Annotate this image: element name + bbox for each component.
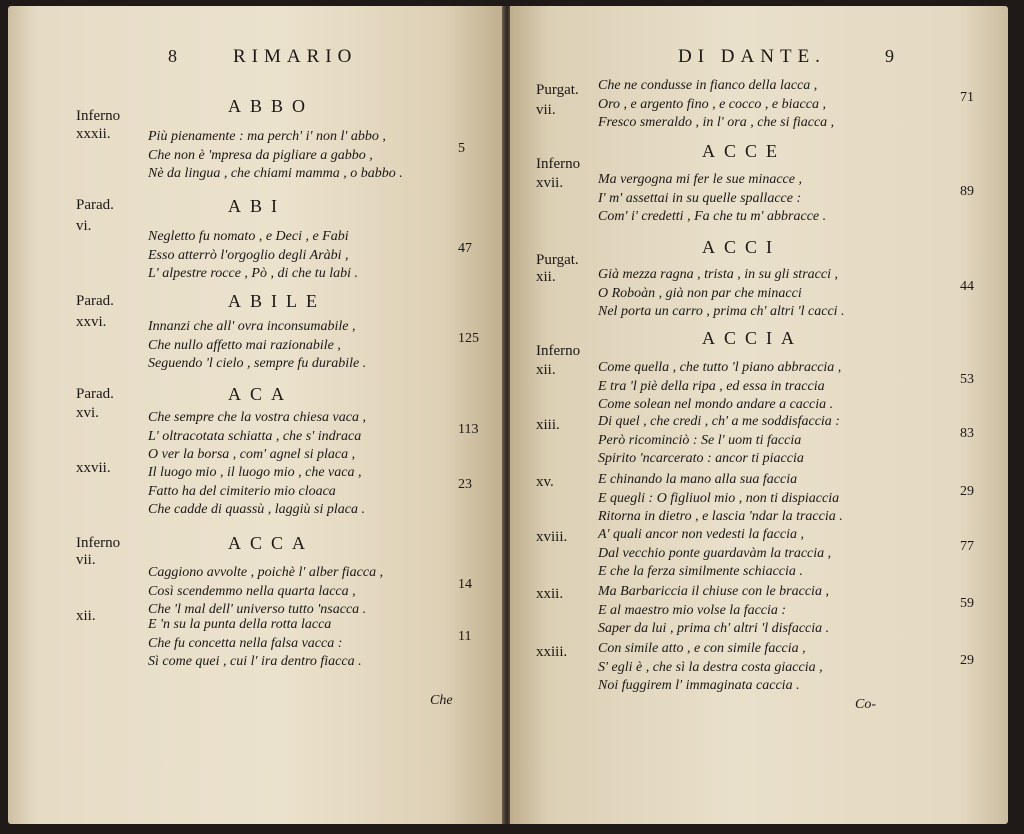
page-number: 8 [168,46,177,66]
rhyme-heading: ACCE [702,141,787,161]
verse-line: Che 'l mal dell' universo tutto 'nsacca . [148,602,367,617]
verse-line: Ma Barbariccia il chiuse con le braccia , [598,584,829,599]
verse-line: Spirito 'ncarcerato : ancor ti piaccia [598,451,804,466]
verse-line: A' quali ancor non vedesti la faccia , [598,527,804,542]
rhyme-heading: ACA [228,384,294,404]
catchword: Che [430,693,453,708]
canto-number: xii. [536,269,556,285]
line-number: 77 [960,539,974,554]
verse-line: Seguendo 'l cielo , sempre fu durabile . [148,356,367,371]
cantica-label: Inferno [536,156,581,172]
canto-number: xvii. [536,175,564,191]
page-number: 9 [885,46,894,66]
line-number: 23 [458,477,472,492]
canto-number: xii. [536,362,556,378]
catchword: Co- [855,697,876,712]
verse-line: Dal vecchio ponte guardavàm la traccia , [598,545,832,561]
cantica-label: Inferno [76,108,121,124]
canto-number: xxii. [536,586,564,602]
verse-line: L' alpestre rocce , Pò , di che tu labi . [148,266,358,281]
canto-number: xxxii. [76,126,111,142]
line-number: 29 [960,653,974,668]
cantica-label: Parad. [76,386,114,402]
rhyme-heading: ABI [228,196,286,216]
canto-number: xviii. [536,529,568,545]
verse-line: Ma vergogna mi fer le sue minacce , [598,172,802,187]
verse-line: Com' i' credetti , Fa che tu m' abbracce . [598,209,827,224]
verse-line: Di quel , che credi , ch' a me soddisfaccia : [598,414,840,429]
canto-number: xiii. [536,417,560,433]
verse-line: Che cadde di quassù , laggiù si placa . [148,502,365,517]
verse-line: E quegli : O figliuol mio , non ti dispiaccia [598,490,840,506]
verse-line: Che nullo affetto mai razionabile , [148,337,341,353]
verse-line: Nè da lingua , che chiami mamma , o babbo . [148,166,403,181]
verse-line: Però ricominciò : Se l' uom ti faccia [598,432,802,448]
line-number: 5 [458,141,465,156]
rhyme-heading: ACCA [228,533,315,553]
verse-line: Che sempre che la vostra chiesa vaca , [148,410,366,425]
canto-number: xxvi. [76,314,107,330]
verse-line: Il luogo mio , il luogo mio , che vaca , [148,465,362,480]
canto-number: xxvii. [76,460,111,476]
verse-line: E che la ferza similmente schiaccia . [598,564,803,579]
cantica-label: Purgat. [536,252,579,268]
cantica-label: Purgat. [536,82,579,98]
verse-line: Innanzi che all' ovra inconsumabile , [148,319,356,334]
verse-line: Con simile atto , e con simile faccia , [598,641,806,656]
verse-line: Più pienamente : ma perch' i' non l' abbo , [148,129,386,144]
verse-line: Che ne condusse in fianco della lacca , [598,78,818,93]
line-number: 47 [458,241,472,256]
verse-line: E chinando la mano alla sua faccia [598,472,798,487]
verse-line: Fresco smeraldo , in l' ora , che si fiacca , [598,115,835,130]
line-number: 71 [960,90,974,105]
verse-line: I' m' assettai in su quelle spallacce : [598,190,802,206]
running-head: DI DANTE. [678,46,826,67]
line-number: 14 [458,577,472,592]
canto-number: vi. [76,218,92,234]
verse-line: Oro , e argento fino , e cocco , e biacca , [598,96,826,112]
verse-line: Noi fuggirem l' immaginata caccia . [598,678,800,693]
left-page [8,6,504,824]
line-number: 125 [458,331,479,346]
cantica-label: Inferno [76,535,121,551]
line-number: 59 [960,596,974,611]
verse-line: Nel porta un carro , prima ch' altri 'l cacci . [598,304,845,319]
verse-line: Ritorna in dietro , e lascia 'ndar la traccia . [598,509,843,524]
line-number: 113 [458,422,479,437]
verse-line: Come quella , che tutto 'l piano abbraccia , [598,360,842,375]
verse-line: E tra 'l piè della ripa , ed essa in traccia [598,378,825,394]
verse-line: Che non è 'mpresa da pigliare a gabbo , [148,147,373,163]
running-head: RIMARIO [233,46,358,67]
verse-line: L' oltracotata schiatta , che s' indraca [148,428,362,444]
line-number: 83 [960,426,974,441]
rhyme-heading: ABILE [228,291,326,311]
cantica-label: Parad. [76,197,114,213]
verse-line: Così scendemmo nella quarta lacca , [148,583,356,599]
rhyme-heading: ACCIA [702,328,804,348]
canto-number: xxiii. [536,644,568,660]
verse-line: Saper da lui , prima ch' altri 'l disfaccia . [598,621,830,636]
verse-line: O ver la borsa , com' agnel si placa , [148,447,356,462]
line-number: 11 [458,629,472,644]
verse-line: Che fu concetta nella falsa vacca : [148,635,343,651]
verse-line: Esso atterrò l'orgoglio degli Aràbi , [148,247,349,263]
verse-line: S' egli è , che sì la destra costa giaccia , [598,659,823,675]
line-number: 53 [960,372,974,387]
cantica-label: Parad. [76,293,114,309]
line-number: 29 [960,484,974,499]
rhyme-heading: ABBO [228,96,315,116]
right-page [510,6,1008,824]
canto-number: xvi. [76,405,99,421]
verse-line: E 'n su la punta della rotta lacca [148,617,332,632]
verse-line: Negletto fu nomato , e Deci , e Fabi [148,229,349,244]
verse-line: O Roboàn , già non par che minacci [598,285,802,301]
verse-line: Fatto ha del cimiterio mio cloaca [148,483,336,499]
verse-line: E al maestro mio volse la faccia : [598,602,787,618]
verse-line: Già mezza ragna , trista , in su gli stracci , [598,267,838,282]
canto-number: vii. [76,552,96,568]
line-number: 44 [960,279,974,294]
canto-number: vii. [536,102,556,118]
cantica-label: Inferno [536,343,581,359]
canto-number: xv. [536,474,554,490]
verse-line: Come solean nel mondo andare a caccia . [598,397,834,412]
verse-line: Sì come quei , cui l' ira dentro fiacca . [148,654,362,669]
verse-line: Caggiono avvolte , poichè l' alber fiacca , [148,565,384,580]
canto-number: xii. [76,608,96,624]
rhyme-heading: ACCI [702,237,782,257]
line-number: 89 [960,184,974,199]
